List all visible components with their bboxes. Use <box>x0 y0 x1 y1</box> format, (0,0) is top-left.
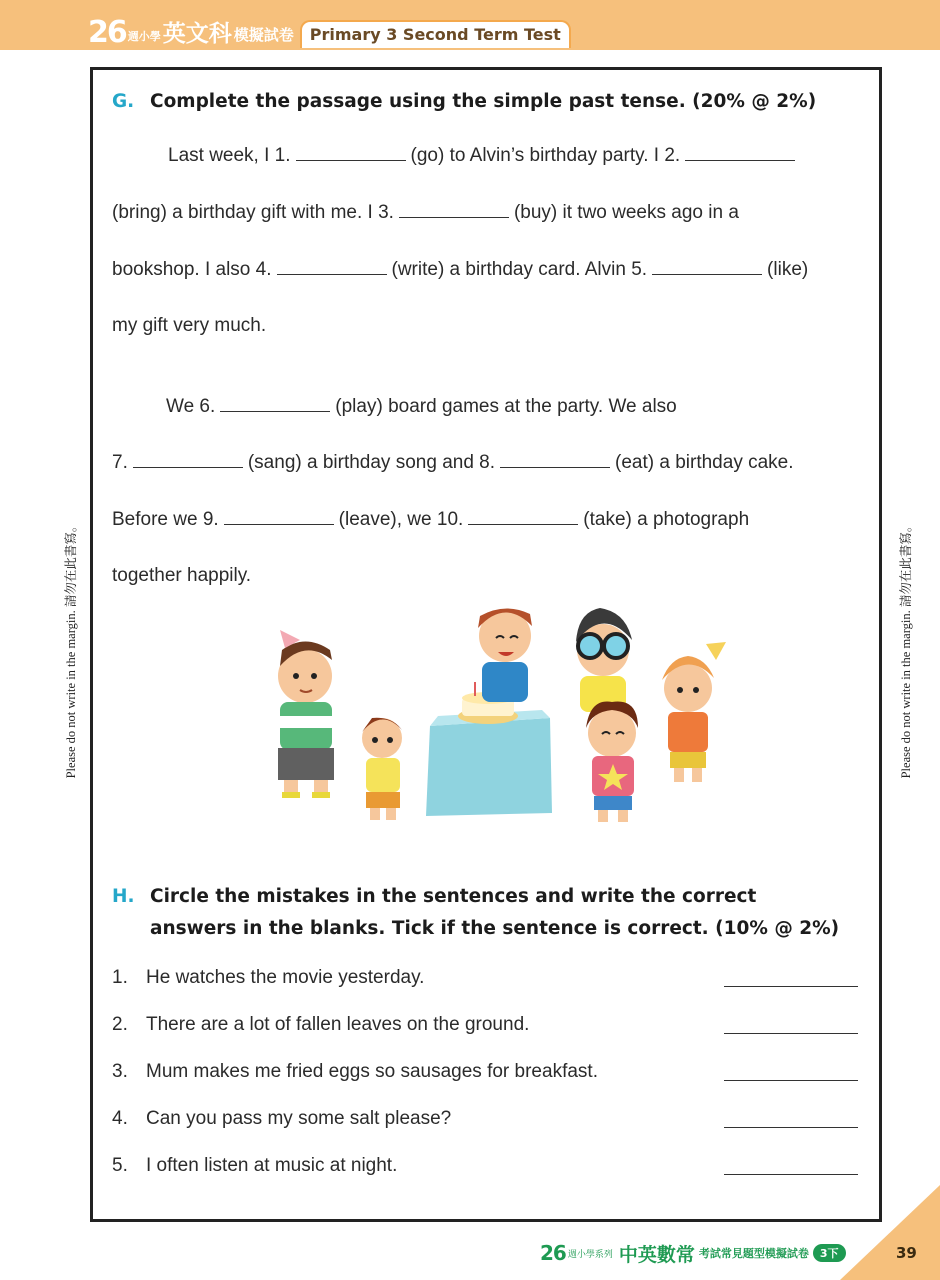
test-name-tab: Primary 3 Second Term Test <box>300 20 571 48</box>
footer-series-title: 中英數常 <box>618 1243 695 1266</box>
margin-note-right <box>896 499 914 799</box>
question-text[interactable]: I often listen at music at night. <box>146 1155 398 1176</box>
question-number: 5. <box>112 1155 128 1176</box>
margin-note-chinese: 請勿在此書寫。 <box>899 519 913 608</box>
passage-text: Last week, I 1. <box>168 145 291 166</box>
blank-3[interactable] <box>399 200 509 218</box>
answer-line[interactable] <box>724 1079 858 1081</box>
passage-line-6 <box>112 450 794 475</box>
section-g-letter: G. <box>112 91 135 112</box>
question-row <box>112 1057 858 1087</box>
kid-yellow-shirt <box>362 718 402 820</box>
passage-text: (sang) a birthday song and 8. <box>247 452 496 473</box>
passage-text: We 6. <box>166 396 216 417</box>
blank-1[interactable] <box>296 143 406 161</box>
passage-line-3 <box>112 257 808 282</box>
passage-line-8 <box>112 564 251 588</box>
passage-text: Before we 9. <box>112 509 219 530</box>
passage-text: (take) a photograph <box>583 509 750 530</box>
passage-text: together happily. <box>112 565 252 586</box>
brand-small-text: 週小學 <box>127 30 161 43</box>
kid-pink-shirt <box>586 702 638 822</box>
section-h-instruction-line1: Circle the mistakes in the sentences and write the correct <box>150 886 757 907</box>
footer-series-sub: 考試常見題型模擬試卷 <box>698 1247 809 1260</box>
kid-blue-shirt <box>478 608 532 702</box>
question-text[interactable]: There are a lot of fallen leaves on the ground. <box>146 1014 530 1035</box>
passage-text: (like) <box>767 259 809 280</box>
question-number: 4. <box>112 1108 128 1129</box>
section-h-title-line2 <box>150 913 839 945</box>
passage-line-7 <box>112 507 749 532</box>
blank-7[interactable] <box>133 450 243 468</box>
margin-note-chinese: 請勿在此書寫。 <box>64 519 78 608</box>
passage-text: 7. <box>112 452 128 473</box>
passage-line-1 <box>168 143 800 168</box>
section-g-title <box>112 86 816 118</box>
passage-text: (eat) a birthday cake. <box>615 452 794 473</box>
question-number: 3. <box>112 1061 128 1082</box>
blank-2[interactable] <box>685 143 795 161</box>
section-h-title <box>112 881 756 913</box>
brand-number: 26 <box>88 15 126 50</box>
question-text[interactable]: He watches the movie yesterday. <box>146 967 425 988</box>
passage-text: (go) to Alvin’s birthday party. I 2. <box>410 145 681 166</box>
question-number: 2. <box>112 1014 128 1035</box>
brand-subject: 英文科 <box>162 21 232 47</box>
question-text[interactable]: Mum makes me fried eggs so sausages for breakfast. <box>146 1061 598 1082</box>
question-row <box>112 1151 858 1181</box>
table-illustration <box>426 710 552 816</box>
blank-9[interactable] <box>224 507 334 525</box>
footer-grade-badge: 3下 <box>813 1244 846 1262</box>
blank-8[interactable] <box>500 450 610 468</box>
blank-5[interactable] <box>652 257 762 275</box>
passage-text: (play) board games at the party. We also <box>335 396 677 417</box>
kid-with-glasses <box>576 608 632 712</box>
answer-line[interactable] <box>724 985 858 987</box>
header-brand <box>88 15 571 50</box>
question-number: 1. <box>112 967 128 988</box>
kid-green-shirt <box>278 630 334 798</box>
page-number: 39 <box>896 1244 917 1262</box>
margin-note-english: Please do not write in the margin. <box>899 610 913 779</box>
question-row <box>112 963 858 993</box>
question-row <box>112 1010 858 1040</box>
answer-line[interactable] <box>724 1173 858 1175</box>
passage-text: bookshop. I also 4. <box>112 259 272 280</box>
section-h-instruction-line2: answers in the blanks. Tick if the sentence is correct. (10% @ 2%) <box>150 918 840 939</box>
question-row <box>112 1104 858 1134</box>
birthday-party-illustration <box>260 598 750 834</box>
kid-orange-shirt <box>662 642 726 782</box>
passage-text: my gift very much. <box>112 315 267 336</box>
passage-text: (write) a birthday card. Alvin 5. <box>391 259 648 280</box>
blank-10[interactable] <box>468 507 578 525</box>
question-text[interactable]: Can you pass my some salt please? <box>146 1108 452 1129</box>
passage-line-4 <box>112 314 266 338</box>
passage-text: (bring) a birthday gift with me. I 3. <box>112 202 394 223</box>
margin-note-english: Please do not write in the margin. <box>64 610 78 779</box>
footer-brand-number: 26 <box>540 1241 566 1265</box>
passage-text: (leave), we 10. <box>338 509 464 530</box>
passage-line-2 <box>112 200 739 225</box>
answer-line[interactable] <box>724 1032 858 1034</box>
footer-brand-small: 週小學系列 <box>567 1249 613 1260</box>
passage-line-5 <box>166 394 677 419</box>
answer-line[interactable] <box>724 1126 858 1128</box>
section-h-letter: H. <box>112 886 135 907</box>
blank-4[interactable] <box>277 257 387 275</box>
footer-brand <box>540 1238 846 1268</box>
section-g-instruction: Complete the passage using the simple past tense. (20% @ 2%) <box>150 91 817 112</box>
blank-6[interactable] <box>220 394 330 412</box>
brand-kind: 模擬試卷 <box>233 26 294 44</box>
passage-text: (buy) it two weeks ago in a <box>513 202 739 223</box>
margin-note-left <box>61 499 79 799</box>
